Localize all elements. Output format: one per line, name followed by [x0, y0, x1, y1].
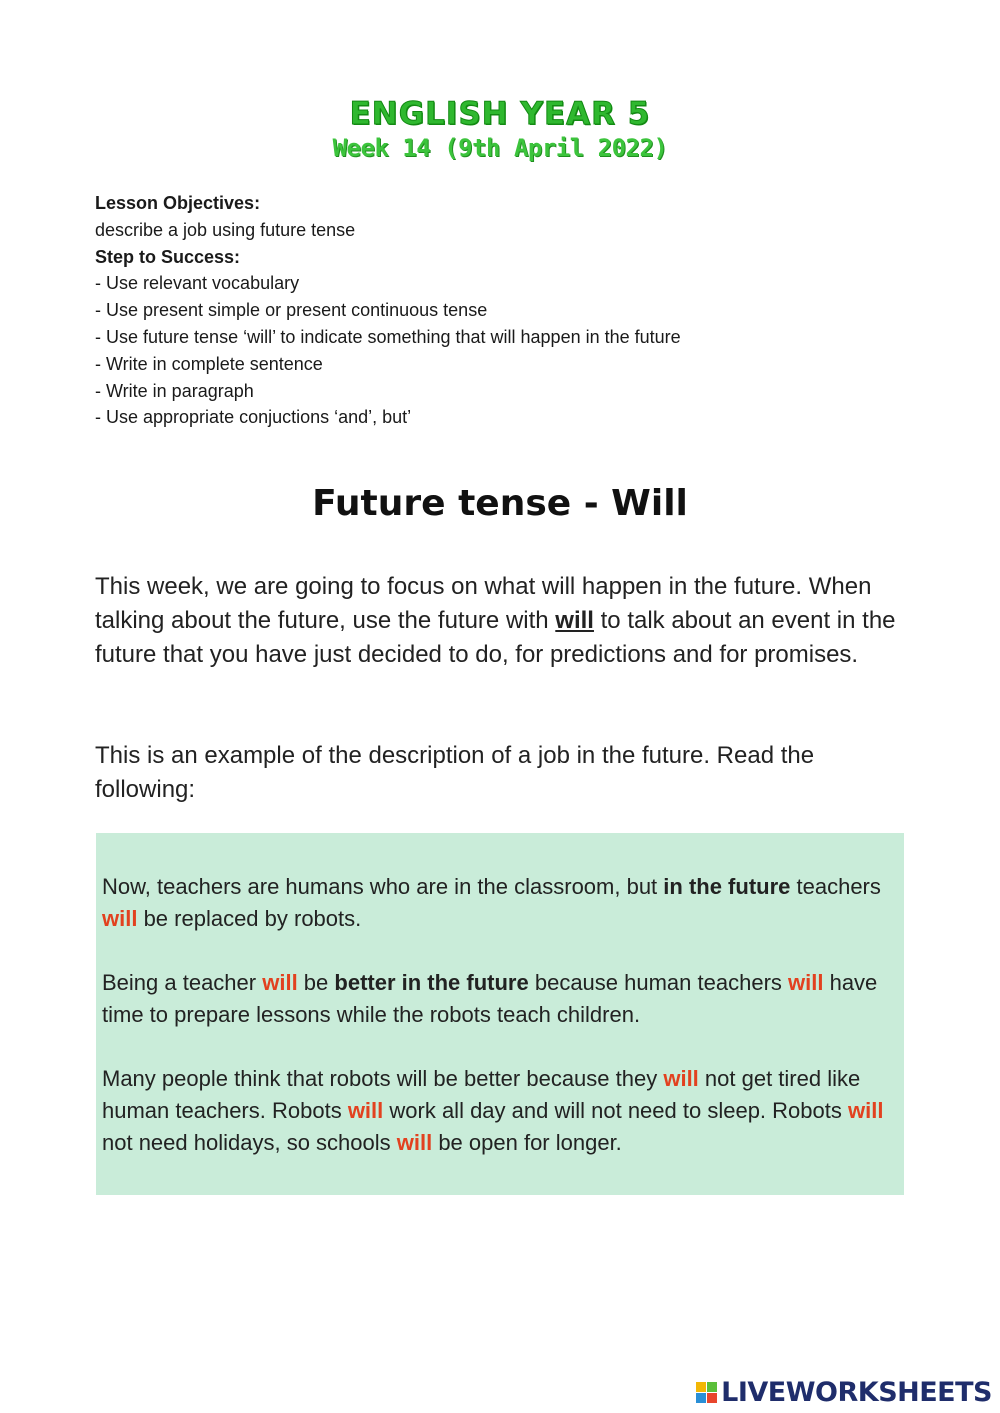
objectives-section [95, 190, 915, 431]
text-run: not get tired like human teachers. Robots [102, 1066, 861, 1123]
logo-grid-icon [696, 1382, 717, 1403]
text-run: not need holidays, so schools [102, 1130, 397, 1155]
step-item: - Write in paragraph [95, 378, 915, 405]
step-item: - Use present simple or present continuous tense [95, 297, 915, 324]
will-keyword: will [555, 606, 594, 634]
intro-paragraph [95, 570, 910, 671]
steps-list [95, 270, 915, 431]
will-highlight: will [102, 906, 138, 931]
lesson-objectives-label: Lesson Objectives: [95, 193, 261, 213]
will-highlight: will [847, 1098, 884, 1123]
step-item: - Use appropriate conjuctions ‘and’, but’ [95, 404, 915, 431]
will-highlight: will [262, 970, 298, 995]
intro-text: This week, we are going to focus on what will happen in the future. When talking about the future, use the future with [95, 573, 872, 634]
text-run: teachers [790, 874, 881, 899]
example-paragraph-2 [102, 967, 896, 1031]
will-highlight: will [347, 1098, 384, 1123]
step-item: - Write in complete sentence [95, 351, 915, 378]
logo-tile [696, 1382, 706, 1392]
logo-tile [707, 1382, 717, 1392]
page-title: ENGLISH YEAR 5 [349, 96, 651, 132]
text-run: Many people think that robots will be better because they [102, 1066, 664, 1091]
text-run: be replaced by robots. [137, 906, 362, 931]
text-run: be [297, 970, 335, 995]
will-highlight: will [396, 1130, 433, 1155]
example-paragraph-3 [102, 1063, 896, 1159]
example-paragraph-1 [102, 871, 896, 935]
text-run: Now, teachers are humans who are in the classroom, but [102, 874, 664, 899]
logo-tile [696, 1393, 706, 1403]
bold-phrase: better in the future [334, 970, 529, 995]
step-item: - Use relevant vocabulary [95, 270, 915, 297]
logo-tile [707, 1393, 717, 1403]
step-item: - Use future tense ‘will’ to indicate something that will happen in the future [95, 324, 915, 351]
page-subtitle: Week 14 (9th April 2022) [332, 134, 668, 162]
section-heading: Future tense - Will [312, 483, 688, 524]
logo-text: LIVEWORKSHEETS [721, 1376, 992, 1408]
text-run: be open for longer. [432, 1130, 622, 1155]
example-box [96, 833, 904, 1195]
steps-label: Step to Success: [95, 246, 241, 267]
text-run: have time to prepare lessons while the robots teach children. [102, 970, 878, 1027]
liveworksheets-logo [696, 1377, 992, 1407]
lesson-objectives-text: describe a job using future tense [95, 219, 356, 240]
page-header [0, 96, 1000, 162]
text-run: work all day and will not need to sleep. Robots [383, 1098, 848, 1123]
text-run: because human teachers [528, 970, 789, 995]
will-highlight: will [663, 1066, 699, 1091]
bold-phrase: in the future [663, 874, 791, 899]
intro-text: to talk about an event in the future that you have just decided to do, for predictions and for promises. [95, 606, 896, 668]
will-highlight: will [788, 970, 824, 995]
text-run: Being a teacher [102, 970, 263, 995]
example-intro-paragraph: This is an example of the description of a job in the future. Read the following: [95, 742, 815, 803]
